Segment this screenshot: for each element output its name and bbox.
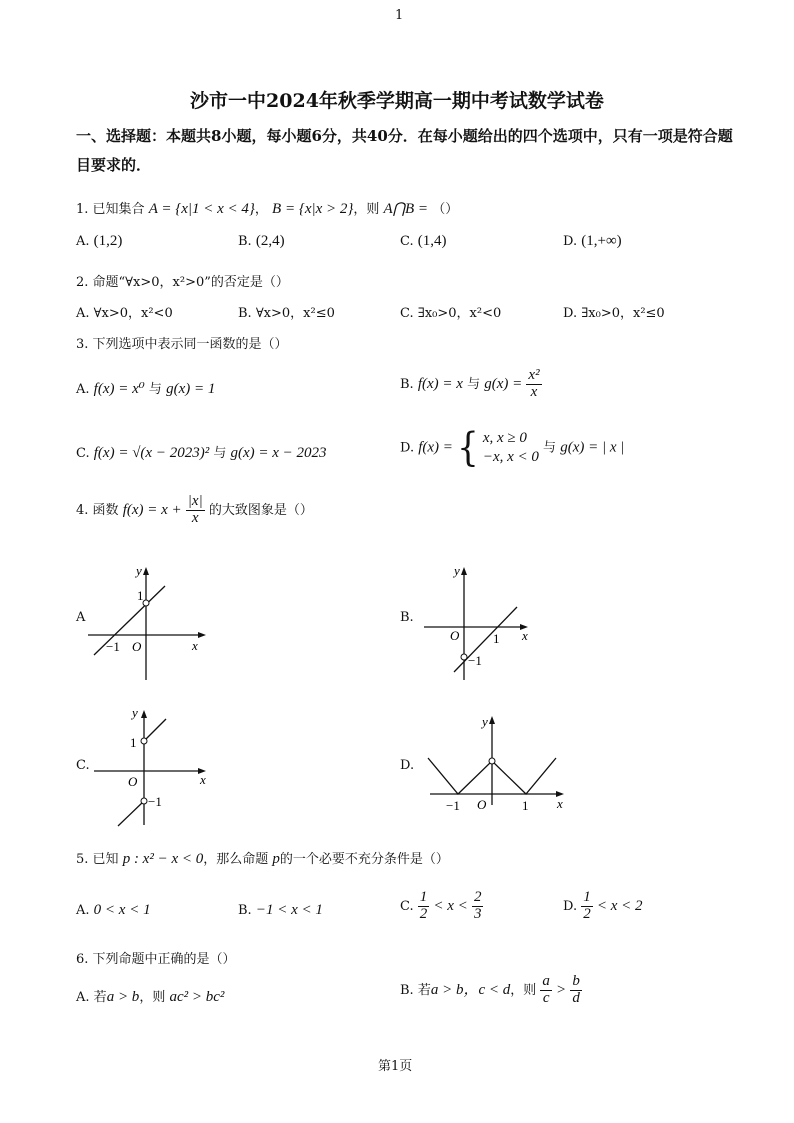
q2-option-a[interactable]: A. ∀x>0，x²<0 — [76, 306, 173, 321]
y-label: y — [454, 563, 460, 578]
q1-ask: ，则 — [353, 202, 380, 217]
section-heading: 一、选择题：本题共8小题，每小题6分，共40分．在每小题给出的四个选项中，只有一项是符合题目要求的． — [76, 127, 733, 174]
y-axis-arrow-icon — [143, 567, 149, 575]
tick-neg1: −1 — [148, 794, 162, 809]
graph-d[interactable] — [420, 710, 580, 820]
question-3: 3. 下列选项中表示同一函数的是（） — [76, 337, 288, 352]
q1-comma: ， — [254, 202, 268, 217]
tick-neg1: −1 — [468, 653, 482, 668]
tick-neg1: −1 — [106, 639, 120, 654]
q1-option-b[interactable]: B. (2,4) — [238, 233, 285, 249]
q1-set-b: B = {x|x > 2} — [272, 201, 354, 217]
question-2: 2. 命题“∀x>0，x²>0”的否定是（） — [76, 275, 289, 290]
graph-d-label[interactable]: D. — [400, 758, 415, 773]
open-point — [489, 758, 495, 764]
x-label: x — [557, 796, 563, 811]
graph-c[interactable] — [90, 700, 230, 830]
open-point-bottom — [141, 798, 147, 804]
graph-b[interactable] — [420, 560, 560, 690]
x-axis-arrow-icon — [198, 632, 206, 638]
question-1 — [76, 198, 458, 218]
y-axis-arrow-icon — [141, 710, 147, 718]
q2-option-c[interactable]: C. ∃x₀>0，x²<0 — [400, 306, 502, 321]
q5-option-c[interactable]: C. $\frac{1}{2}$ < x < $\frac{2}{3}$ — [400, 889, 482, 922]
y-label: y — [136, 563, 142, 578]
open-point — [461, 654, 467, 660]
q5-option-a[interactable]: A. 0 < x < 1 — [76, 902, 151, 918]
origin-label: O — [477, 797, 487, 812]
q3-option-c[interactable]: C. f(x) = √(x − 2023)² 与 g(x) = x − 2023 — [76, 445, 327, 461]
y-label: y — [132, 705, 138, 720]
y-axis-arrow-icon — [489, 716, 495, 724]
q1-set-a: A = {x|1 < x < 4} — [148, 201, 255, 217]
graph-c-label[interactable]: C. — [76, 758, 90, 773]
x-label: x — [200, 772, 206, 787]
tick-1: 1 — [130, 735, 137, 750]
q1-prefix: 1. 已知集合 — [76, 202, 145, 217]
question-5: 5. 已知 p : x² − x < 0，那么命题 p的一个必要不充分条件是（） — [76, 851, 449, 867]
q3-option-d[interactable]: D. f(x) = { x, x ≥ 0 −x, x < 0 与 g(x) = | x | — [400, 425, 625, 471]
graph-a-label[interactable]: A — [76, 610, 86, 625]
tick-1: 1 — [493, 631, 500, 646]
q1-option-d[interactable]: D. (1,+∞) — [563, 233, 622, 249]
q2-option-b[interactable]: B. ∀x>0，x²≤0 — [238, 306, 335, 321]
open-point-top — [141, 738, 147, 744]
question-6: 6. 下列命题中正确的是（） — [76, 952, 236, 967]
open-point — [143, 600, 149, 606]
page-title: 沙市一中2024年秋季学期高一期中考试数学试卷 — [190, 90, 604, 112]
page-footer: 第1页 — [378, 1059, 413, 1074]
tick-1: 1 — [137, 588, 144, 603]
tick-1: 1 — [522, 798, 529, 813]
brace-icon: { — [457, 425, 479, 471]
origin-label: O — [132, 639, 142, 654]
x-label: x — [192, 638, 198, 653]
q5-option-b[interactable]: B. −1 < x < 1 — [238, 902, 323, 918]
q1-option-c[interactable]: C. (1,4) — [400, 233, 447, 249]
q1-expr: A⋂B = — [383, 201, 429, 217]
graph-a[interactable] — [80, 560, 220, 690]
graph-line — [94, 586, 165, 655]
q1-option-a[interactable]: A. (1,2) — [76, 233, 123, 249]
graph-line-left — [118, 801, 144, 826]
x-label: x — [522, 628, 528, 643]
page-number-top: 1 — [395, 8, 404, 23]
y-label: y — [482, 714, 488, 729]
origin-label: O — [128, 774, 138, 789]
q6-option-a[interactable]: A. 若a > b，则 ac² > bc² — [76, 989, 225, 1005]
q3-option-a[interactable]: A. f(x) = x⁰ 与 g(x) = 1 — [76, 381, 216, 397]
q1-paren: （） — [432, 202, 459, 217]
q2-option-d[interactable]: D. ∃x₀>0，x²≤0 — [563, 306, 665, 321]
question-4: 4. 函数 f(x) = x + $\frac{|x|}{x}$ 的大致图象是（） — [76, 493, 313, 526]
tick-neg1: −1 — [446, 798, 460, 813]
q3-option-b[interactable]: B. f(x) = x 与 g(x) = $\frac{\text{x²}}{x}$ — [400, 367, 540, 400]
graph-b-label[interactable]: B. — [400, 610, 414, 625]
y-axis-arrow-icon — [461, 567, 467, 575]
q6-option-b[interactable]: B. 若a > b，c < d，则 $\frac{a}{c}$ > $\frac{b}{d}$ — [400, 973, 580, 1006]
graph-line-right — [144, 719, 166, 741]
q5-option-d[interactable]: D. $\frac{1}{2}$ < x < 2 — [563, 889, 643, 922]
origin-label: O — [450, 628, 460, 643]
